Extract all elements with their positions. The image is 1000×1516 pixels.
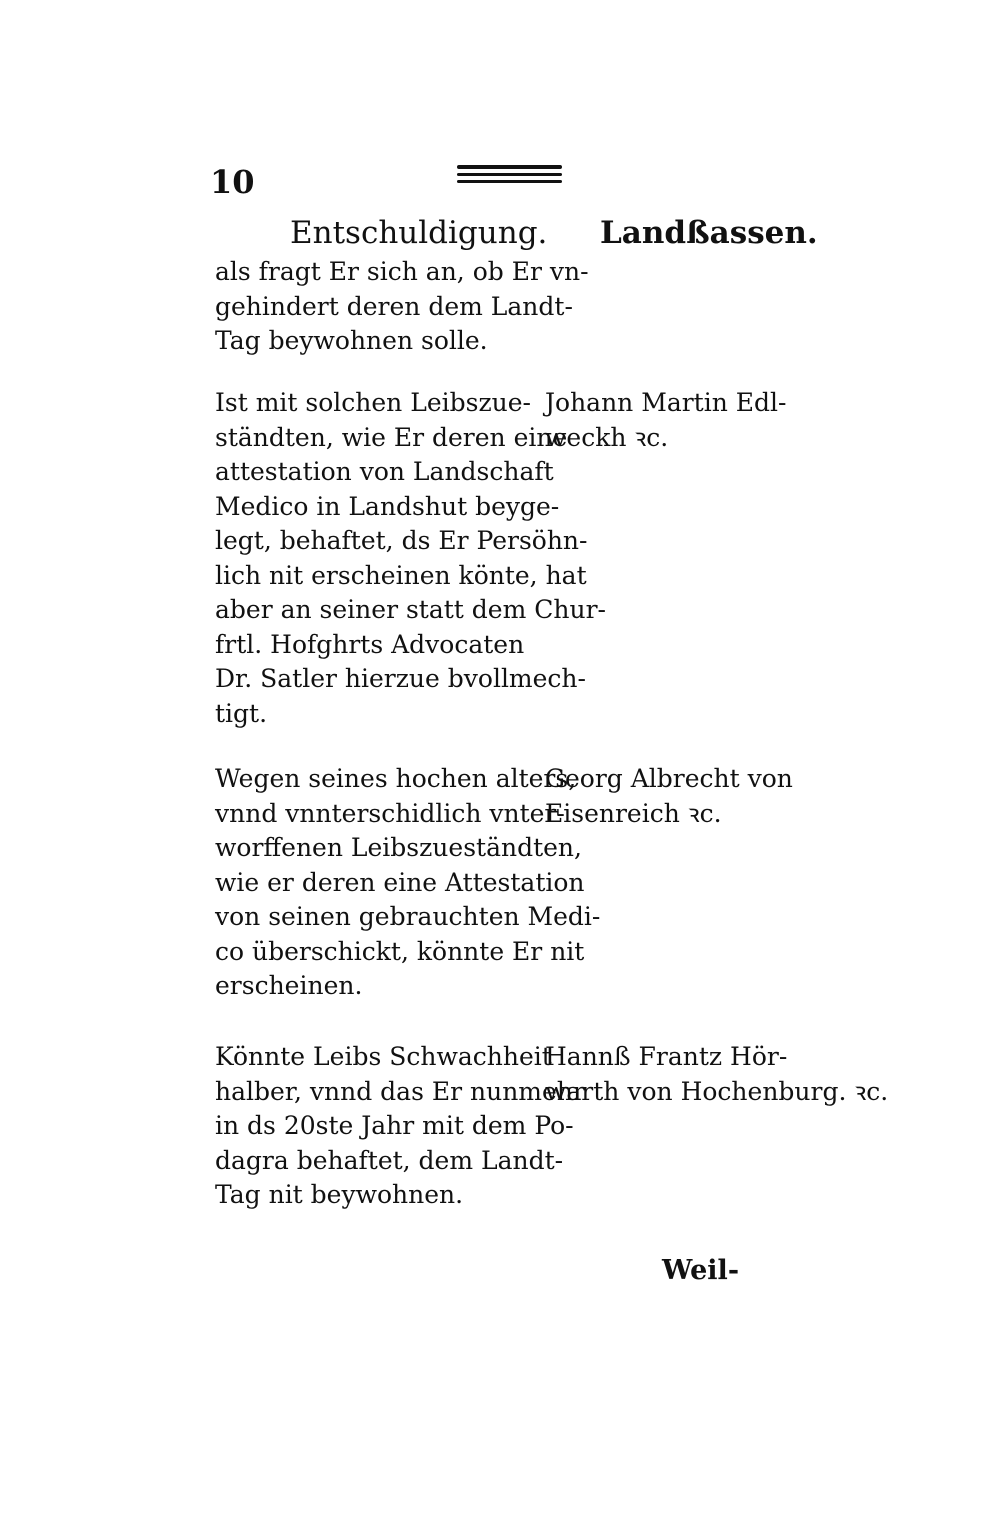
- excuse-entry: [215, 762, 601, 1004]
- excuse-line: gehindert deren dem Landt-: [215, 291, 573, 321]
- column-heading-excuse: Entschuldigung.: [290, 215, 548, 251]
- excuse-line: Könnte Leibs Schwachheit: [215, 1042, 552, 1071]
- excuse-line: erscheinen.: [215, 971, 363, 1000]
- excuse-line: halber, vnnd das Er nunmehr: [215, 1076, 585, 1106]
- name-entry: [545, 762, 815, 831]
- excuse-line: Tag beywohnen solle.: [215, 326, 488, 355]
- excuse-line: legt, behaftet, ds Er Persöhn-: [215, 526, 588, 555]
- name-entry: [545, 1040, 889, 1109]
- header-rule: [457, 165, 562, 169]
- excuse-line: lich nit erscheinen könte, hat: [215, 560, 587, 590]
- catchword: Weil-: [662, 1255, 740, 1286]
- name-entry: [545, 386, 815, 455]
- excuse-line: tigt.: [215, 698, 268, 728]
- excuse-line: wie er deren eine Attestation: [215, 867, 585, 897]
- excuse-line: Medico in Landshut beyge-: [215, 491, 560, 521]
- name-line: Johann Martin Edl-: [545, 388, 787, 417]
- column-heading-estate-holders: Landßassen.: [600, 215, 818, 251]
- name-line: Hannß Frantz Hör-: [545, 1042, 788, 1071]
- header-rule: [457, 180, 562, 183]
- excuse-line: vnnd vnnterschidlich vnter-: [215, 798, 565, 828]
- name-line: Eisenreich ꝛc.: [545, 798, 722, 828]
- header-rule: [457, 173, 562, 176]
- excuse-line: attestation von Landschaft: [215, 457, 554, 486]
- excuse-line: worffenen Leibszueständten,: [215, 833, 582, 862]
- excuse-line: Wegen seines hochen alters,: [215, 764, 577, 793]
- excuse-line: aber an seiner statt dem Chur-: [215, 595, 606, 624]
- name-line: weckh ꝛc.: [545, 422, 669, 452]
- excuse-line: co überschickt, könnte Er nit: [215, 936, 585, 966]
- excuse-line: Dr. Satler hierzue bvollmech-: [215, 664, 586, 693]
- excuse-line: dagra behaftet, dem Landt-: [215, 1145, 564, 1175]
- excuse-line: Tag nit beywohnen.: [215, 1180, 464, 1209]
- excuse-entry: [215, 386, 606, 731]
- excuse-line: in ds 20ste Jahr mit dem Po-: [215, 1111, 574, 1140]
- excuse-line: als fragt Er sich an, ob Er vn-: [215, 257, 589, 286]
- name-line: Georg Albrecht von: [545, 764, 793, 793]
- page-number: 10: [210, 163, 255, 201]
- excuse-entry: [215, 255, 589, 359]
- excuse-line: von seinen gebrauchten Medi-: [215, 902, 601, 931]
- name-line: warth von Hochenburg. ꝛc.: [545, 1076, 889, 1106]
- excuse-line: frtl. Hofghrts Advocaten: [215, 629, 525, 659]
- excuse-line: ständten, wie Er deren eine: [215, 422, 568, 452]
- excuse-line: Ist mit solchen Leibszue-: [215, 388, 531, 417]
- excuse-entry: [215, 1040, 585, 1213]
